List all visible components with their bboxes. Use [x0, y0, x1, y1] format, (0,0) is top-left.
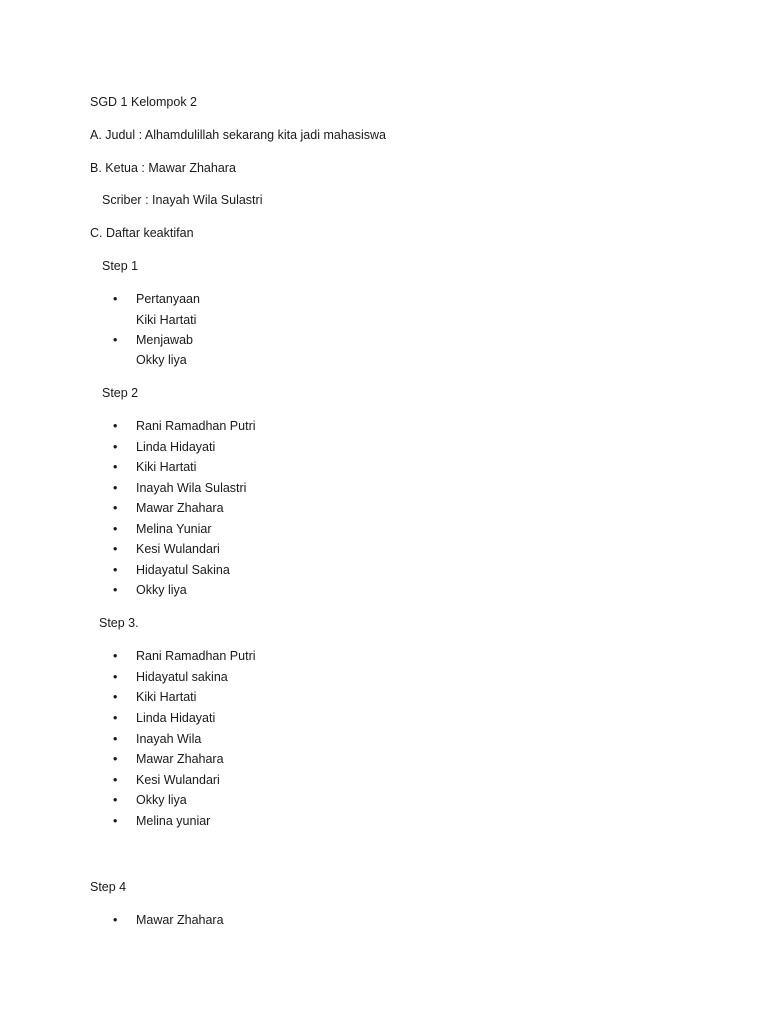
bullet-icon: •	[113, 793, 118, 807]
list-item: Melina Yuniar	[136, 522, 212, 536]
list-item-sub: Kiki Hartati	[136, 313, 197, 327]
bullet-icon: •	[113, 814, 118, 828]
bullet-icon: •	[113, 440, 118, 454]
bullet-icon: •	[113, 670, 118, 684]
bullet-icon: •	[113, 583, 118, 597]
scriber-line: Scriber : Inayah Wila Sulastri	[102, 193, 263, 207]
step1-label: Step 1	[102, 259, 139, 273]
bullet-icon: •	[113, 542, 118, 556]
bullet-icon: •	[113, 460, 118, 474]
list-item: Menjawab	[136, 333, 193, 347]
step2-label: Step 2	[102, 386, 139, 400]
bullet-icon: •	[113, 292, 118, 306]
bullet-icon: •	[113, 419, 118, 433]
bullet-icon: •	[113, 913, 118, 927]
list-item: Linda Hidayati	[136, 440, 216, 454]
list-item: Inayah Wila Sulastri	[136, 481, 247, 495]
bullet-icon: •	[113, 501, 118, 515]
bullet-icon: •	[113, 333, 118, 347]
list-item: Melina yuniar	[136, 814, 211, 828]
list-item: Okky liya	[136, 793, 187, 807]
list-item: Kiki Hartati	[136, 460, 197, 474]
bullet-icon: •	[113, 649, 118, 663]
step3-label: Step 3.	[99, 616, 139, 630]
list-item: Kesi Wulandari	[136, 542, 220, 556]
list-item: Inayah Wila	[136, 732, 202, 746]
list-item-sub: Okky liya	[136, 353, 187, 367]
step4-label: Step 4	[90, 880, 127, 894]
judul-line: A. Judul : Alhamdulillah sekarang kita jadi mahasiswa	[90, 128, 386, 142]
list-item: Hidayatul Sakina	[136, 563, 230, 577]
list-item: Kesi Wulandari	[136, 773, 220, 787]
list-item: Pertanyaan	[136, 292, 200, 306]
bullet-icon: •	[113, 711, 118, 725]
bullet-icon: •	[113, 732, 118, 746]
bullet-icon: •	[113, 752, 118, 766]
list-item: Rani Ramadhan Putri	[136, 649, 256, 663]
bullet-icon: •	[113, 481, 118, 495]
bullet-icon: •	[113, 690, 118, 704]
bullet-icon: •	[113, 773, 118, 787]
list-item: Mawar Zhahara	[136, 752, 224, 766]
daftar-line: C. Daftar keaktifan	[90, 226, 194, 240]
ketua-line: B. Ketua : Mawar Zhahara	[90, 161, 236, 175]
doc-heading: SGD 1 Kelompok 2	[90, 95, 197, 109]
list-item: Kiki Hartati	[136, 690, 197, 704]
list-item: Mawar Zhahara	[136, 501, 224, 515]
list-item: Linda Hidayati	[136, 711, 216, 725]
list-item: Mawar Zhahara	[136, 913, 224, 927]
list-item: Rani Ramadhan Putri	[136, 419, 256, 433]
list-item: Hidayatul sakina	[136, 670, 228, 684]
bullet-icon: •	[113, 563, 118, 577]
bullet-icon: •	[113, 522, 118, 536]
list-item: Okky liya	[136, 583, 187, 597]
